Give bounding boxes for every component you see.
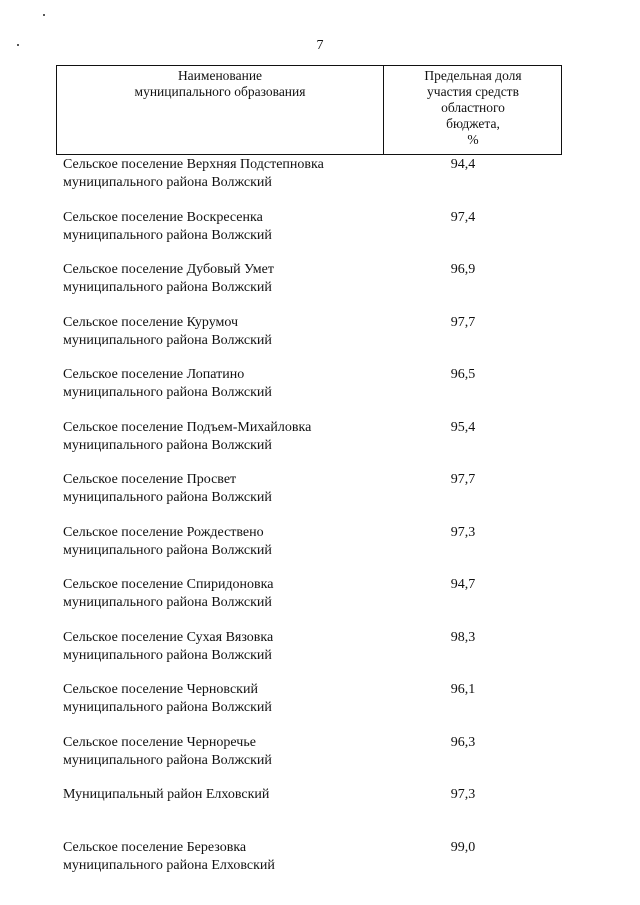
table-row bbox=[63, 681, 523, 734]
municipality-name bbox=[63, 314, 403, 350]
share-value: 97,7 bbox=[450, 314, 476, 330]
municipality-name bbox=[63, 471, 403, 507]
share-value: 94,7 bbox=[450, 577, 476, 592]
table-body bbox=[63, 156, 523, 891]
share-value: 98,3 bbox=[450, 629, 476, 645]
table-row bbox=[63, 734, 523, 787]
municipality-name-line: Сельское поселение Подъем-Михайловка bbox=[63, 419, 312, 435]
scan-speck bbox=[43, 14, 45, 16]
municipality-name bbox=[63, 419, 403, 455]
header-text-line: % bbox=[467, 132, 479, 147]
municipality-name bbox=[63, 681, 403, 717]
municipality-name-line: муниципального района Волжский bbox=[63, 385, 272, 400]
share-value: 96,9 bbox=[450, 262, 476, 277]
share-value: 97,4 bbox=[450, 209, 476, 225]
share-value: 94,4 bbox=[450, 157, 476, 172]
municipality-name-line: Муниципальный район Елховский bbox=[63, 787, 270, 802]
header-text-line: областного bbox=[441, 100, 505, 115]
municipality-name-line: муниципального района Волжский bbox=[63, 437, 272, 453]
share-value: 97,3 bbox=[450, 524, 476, 540]
table-row bbox=[63, 839, 523, 892]
municipality-name-line: Сельское поселение Воскресенка bbox=[63, 209, 263, 225]
municipality-name-line: муниципального района Волжский bbox=[63, 542, 272, 558]
municipality-name bbox=[63, 524, 403, 560]
table-header bbox=[56, 65, 562, 155]
municipality-name-line: Сельское поселение Дубовый Умет bbox=[63, 262, 274, 277]
header-text-line: участия средств bbox=[427, 84, 519, 99]
share-value: 97,3 bbox=[450, 787, 476, 802]
municipality-name bbox=[63, 209, 403, 245]
municipality-name-line: Сельское поселение Черновский bbox=[63, 682, 258, 697]
municipality-name-line: Сельское поселение Верхняя Подстепновка bbox=[63, 157, 324, 172]
municipality-name bbox=[63, 366, 403, 402]
municipality-name-line: муниципального района Волжский bbox=[63, 647, 272, 663]
municipality-name-line: Сельское поселение Лопатино bbox=[63, 367, 245, 382]
municipality-name-line: Сельское поселение Сухая Вязовка bbox=[63, 629, 274, 645]
share-value: 99,0 bbox=[450, 839, 476, 855]
municipality-name-line: муниципального района Волжский bbox=[63, 332, 272, 348]
municipality-name-line: муниципального района Волжский bbox=[63, 175, 272, 190]
table-row bbox=[63, 524, 523, 577]
municipality-name-line: Сельское поселение Березовка bbox=[63, 839, 247, 855]
column-header-name bbox=[57, 68, 383, 100]
municipality-name-line: муниципального района Елховский bbox=[63, 857, 275, 873]
table-row bbox=[63, 786, 523, 839]
municipality-name-line: муниципального района Волжский bbox=[63, 700, 272, 715]
municipality-name bbox=[63, 261, 403, 297]
municipality-name bbox=[63, 734, 403, 770]
share-value: 96,1 bbox=[450, 682, 476, 697]
municipality-name bbox=[63, 156, 403, 192]
page-number: 7 bbox=[316, 38, 324, 53]
municipality-name-line: муниципального района Волжский bbox=[63, 280, 272, 295]
municipality-name bbox=[63, 786, 403, 804]
table-row bbox=[63, 314, 523, 367]
table-row bbox=[63, 261, 523, 314]
share-value: 96,3 bbox=[450, 734, 476, 750]
table-row bbox=[63, 156, 523, 209]
table-row bbox=[63, 629, 523, 682]
municipality-name bbox=[63, 839, 403, 875]
municipality-name-line: муниципального района Волжский bbox=[63, 227, 272, 243]
municipality-name bbox=[63, 576, 403, 612]
municipality-name-line: Сельское поселение Спиридоновка bbox=[63, 577, 274, 592]
table-row bbox=[63, 471, 523, 524]
municipality-name-line: муниципального района Волжский bbox=[63, 752, 272, 768]
share-value: 97,7 bbox=[450, 472, 476, 487]
share-value: 96,5 bbox=[450, 367, 476, 382]
table-row bbox=[63, 576, 523, 629]
share-value: 95,4 bbox=[450, 419, 476, 435]
column-header-share bbox=[384, 68, 562, 148]
header-text-line: муниципального образования bbox=[134, 84, 306, 99]
municipality-name-line: муниципального района Волжский bbox=[63, 595, 272, 610]
table-row bbox=[63, 209, 523, 262]
municipality-name-line: Сельское поселение Курумоч bbox=[63, 314, 239, 330]
table-row bbox=[63, 419, 523, 472]
header-text-line: бюджета, bbox=[446, 116, 500, 131]
municipality-name bbox=[63, 629, 403, 665]
municipality-name-line: Сельское поселение Черноречье bbox=[63, 734, 256, 750]
header-text-line: Предельная доля bbox=[424, 68, 522, 83]
table-row bbox=[63, 366, 523, 419]
municipality-name-line: Сельское поселение Рождествено bbox=[63, 524, 264, 540]
municipality-name-line: муниципального района Волжский bbox=[63, 490, 272, 505]
municipality-name-line: Сельское поселение Просвет bbox=[63, 472, 237, 487]
header-text-line: Наименование bbox=[177, 68, 263, 83]
